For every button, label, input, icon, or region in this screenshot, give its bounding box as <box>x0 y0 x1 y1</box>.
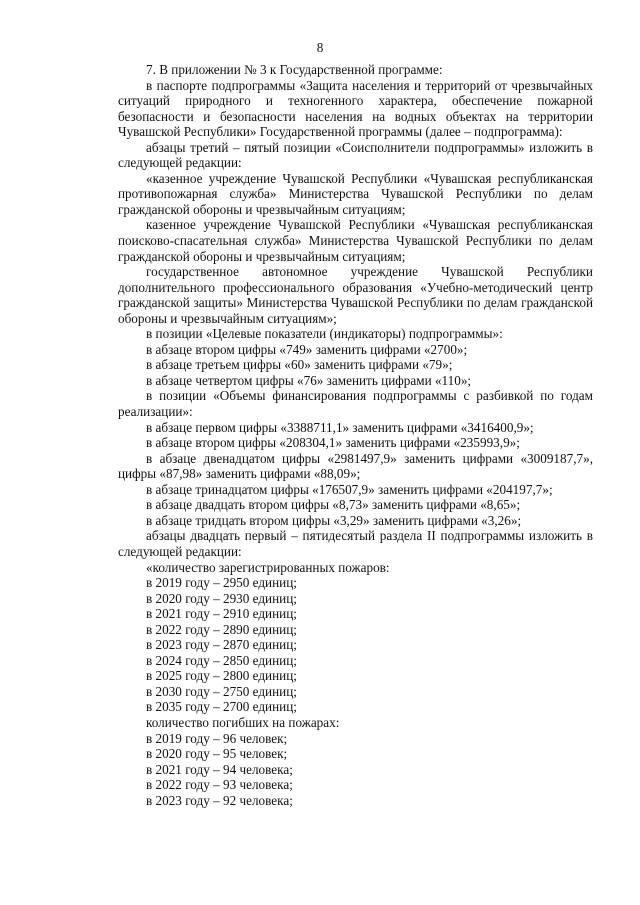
list-item: в 2022 году – 93 человека; <box>146 777 293 793</box>
list-heading: количество погибших на пожарах: <box>146 714 340 730</box>
paragraph: государственное автономное учреждение Чувашской Республики дополнительного профессионального образования «Учебно-методический центр гражданской защиты» Министерства Чувашской Республики по делам гражданской обороны и чрезвычайным ситуациям»; <box>118 264 593 326</box>
paragraph: абзацы третий – пятый позиции «Соисполнители подпрограммы» изложить в следующей редакции: <box>118 139 593 171</box>
paragraph: в абзаце тридцать втором цифры «3,29» заменить цифрами «3,26»; <box>146 512 522 528</box>
paragraph: абзацы двадцать первый – пятидесятый раздела II подпрограммы изложить в следующей редакции: <box>118 528 593 559</box>
paragraph: в паспорте подпрограммы «Защита населения и территорий от чрезвычайных ситуаций природного и техногенного характера, обеспечение пожарной безопасности и безопасности населения на водных объектах на территории Чувашской Республики» Государственной программы (далее – подпрограмма): <box>118 77 593 140</box>
list-item: в 2035 году – 2700 единиц; <box>146 699 297 715</box>
list-item: в 2024 году – 2850 единиц; <box>146 652 297 668</box>
list-item: в 2022 году – 2890 единиц; <box>146 621 297 637</box>
paragraph: в абзаце втором цифры «208304,1» заменить цифрами «235993,9»; <box>146 435 520 451</box>
list-item: в 2020 году – 2930 единиц; <box>146 590 297 606</box>
paragraph: казенное учреждение Чувашской Республики «Чувашская республиканская поисково-спасательная служба» Министерства Чувашской Республики по делам гражданской обороны и чрезвычайным ситуациям; <box>118 217 593 264</box>
paragraph: в абзаце третьем цифры «60» заменить цифрами «79»; <box>146 357 453 373</box>
paragraph: в позиции «Объемы финансирования подпрограммы с разбивкой по годам реализации»: <box>118 388 593 420</box>
paragraph: в абзаце двадцать втором цифры «8,73» заменить цифрами «8,65»; <box>146 497 521 513</box>
paragraph: в абзаце двенадцатом цифры «2981497,9» заменить цифрами «3009187,7», цифры «87,98» заменить цифрами «88,09»; <box>118 450 593 482</box>
section-heading: 7. В приложении № 3 к Государственной программе: <box>146 62 443 77</box>
list-item: в 2021 году – 94 человека; <box>146 761 293 777</box>
list-item: в 2019 году – 2950 единиц; <box>146 575 297 591</box>
paragraph: в абзаце втором цифры «749» заменить цифрами «2700»; <box>146 341 468 357</box>
list-item: в 2021 году – 2910 единиц; <box>146 606 297 622</box>
list-item: в 2019 году – 96 человек; <box>146 730 288 746</box>
paragraph: «казенное учреждение Чувашской Республики «Чувашская республиканская противопожарная служба» Министерства Чувашской Республики по делам гражданской обороны и чрезвычайным ситуациям; <box>118 170 593 217</box>
paragraph: в абзаце четвертом цифры «76» заменить цифрами «110»; <box>146 372 472 388</box>
page-number: 8 <box>316 40 324 55</box>
paragraph: в абзаце первом цифры «3388711,1» заменить цифрами «3416400,9»; <box>146 419 534 435</box>
paragraph: в позиции «Целевые показатели (индикаторы) подпрограммы»: <box>146 326 503 342</box>
list-item: в 2025 году – 2800 единиц; <box>146 668 297 684</box>
list-item: в 2020 году – 95 человек; <box>146 746 288 762</box>
list-heading: «количество зарегистрированных пожаров: <box>146 559 390 575</box>
list-item: в 2030 году – 2750 единиц; <box>146 683 297 699</box>
list-item: в 2023 году – 92 человека; <box>146 792 293 808</box>
document-body <box>118 62 593 808</box>
paragraph: в абзаце тринадцатом цифры «176507,9» заменить цифрами «204197,7»; <box>146 481 553 497</box>
list-item: в 2023 году – 2870 единиц; <box>146 637 297 653</box>
